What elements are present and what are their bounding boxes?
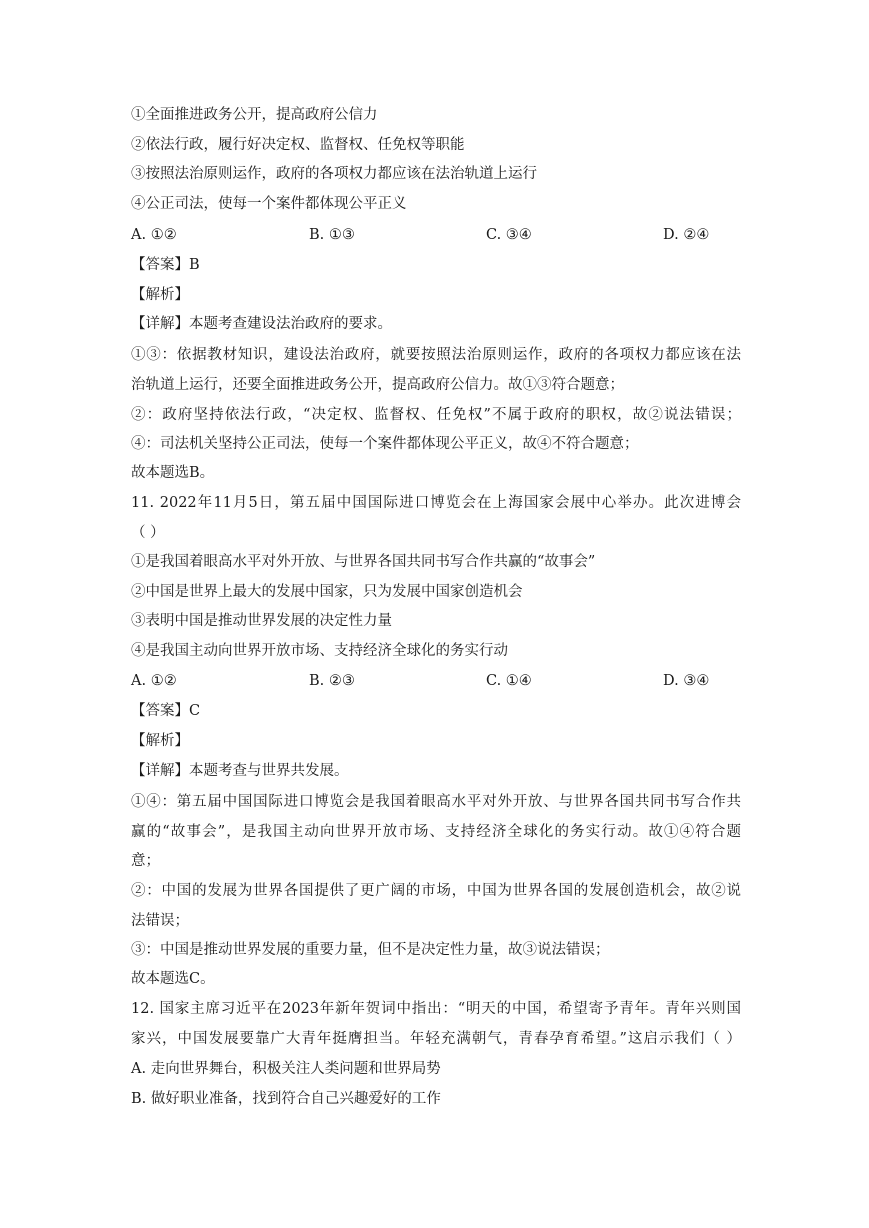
q10-statement-2: ②依法行政，履行好决定权、监督权、任免权等职能 (131, 137, 465, 153)
q11-option-b: B. ②③ (309, 673, 355, 689)
q10-conclusion: 故本题选B。 (131, 465, 215, 481)
q11-stem: 11. 2022年11月5日，第五届中国国际进口博览会在上海国家会展中心举办。此次进博会 (131, 495, 741, 511)
q12-option-a: A. 走向世界舞台，积极关注人类问题和世界局势 (131, 1061, 441, 1077)
q11-option-d: D. ③④ (663, 673, 710, 689)
q10-statement-4: ④公正司法，使每一个案件都体现公平正义 (131, 196, 407, 212)
q11-explanation-line: ①④：第五届中国国际进口博览会是我国着眼高水平对外开放、与世界各国共同书写合作共 (131, 794, 741, 810)
q10-option-c: C. ③④ (486, 227, 532, 243)
q11-option-c: C. ①④ (486, 673, 532, 689)
q11-explanation-line: ②：中国的发展为世界各国提供了更广阔的市场，中国为世界各国的发展创造机会，故②说 (131, 883, 741, 899)
q10-explanation-line: ②：政府坚持依法行政，“决定权、监督权、任免权”不属于政府的职权，故②说法错误； (131, 407, 741, 423)
q11-statement-4: ④是我国主动向世界开放市场、支持经济全球化的务实行动 (131, 643, 508, 659)
q11-explanation-line: 意； (131, 853, 160, 869)
q11-statement-3: ③表明中国是推动世界发展的决定性力量 (131, 613, 392, 629)
q10-explanation-line: ①③：依据教材知识，建设法治政府，就要按照法治原则运作，政府的各项权力都应该在法 (131, 347, 741, 363)
q11-statement-2: ②中国是世界上最大的发展中国家，只为发展中国家创造机会 (131, 584, 523, 600)
q11-explanation-line: 法错误； (131, 913, 189, 929)
q11-detail: 【详解】本题考查与世界共发展。 (131, 763, 349, 779)
q11-stem-blank: （ ） (131, 525, 165, 541)
q12-option-b: B. 做好职业准备，找到符合自己兴趣爱好的工作 (131, 1091, 441, 1107)
q11-option-a: A. ①② (131, 673, 177, 689)
q11-explanation-line: ③：中国是推动世界发展的重要力量，但不是决定性力量，故③说法错误； (131, 942, 610, 958)
q10-analysis-label: 【解析】 (131, 287, 189, 303)
q10-explanation-line: ④：司法机关坚持公正司法，使每一个案件都体现公平正义，故④不符合题意； (131, 436, 639, 452)
q11-answer: 【答案】C (131, 703, 201, 719)
q11-explanation-line: 赢的“故事会”，是我国主动向世界开放市场、支持经济全球化的务实行动。故①④符合题 (131, 824, 741, 840)
q10-answer: 【答案】B (131, 257, 200, 273)
q10-option-a: A. ①② (131, 227, 177, 243)
q10-detail: 【详解】本题考查建设法治政府的要求。 (131, 316, 392, 332)
q10-option-d: D. ②④ (663, 227, 710, 243)
q11-statement-1: ①是我国着眼高水平对外开放、与世界各国共同书写合作共赢的“故事会” (131, 554, 596, 570)
q10-statement-3: ③按照法治原则运作，政府的各项权力都应该在法治轨道上运行 (131, 166, 537, 182)
q12-stem: 12. 国家主席习近平在2023年新年贺词中指出：“明天的中国，希望寄予青年。青年兴则国 (131, 1001, 741, 1017)
q11-conclusion: 故本题选C。 (131, 971, 215, 987)
q11-analysis-label: 【解析】 (131, 733, 189, 749)
q10-statement-1: ①全面推进政务公开，提高政府公信力 (131, 107, 378, 123)
q12-stem-continued: 家兴，中国发展要靠广大青年挺膺担当。年轻充满朝气，青春孕育希望。”这启示我们（ ） (131, 1031, 741, 1047)
q10-explanation-line: 治轨道上运行，还要全面推进政务公开，提高政府公信力。故①③符合题意； (131, 377, 624, 393)
q10-option-b: B. ①③ (309, 227, 355, 243)
